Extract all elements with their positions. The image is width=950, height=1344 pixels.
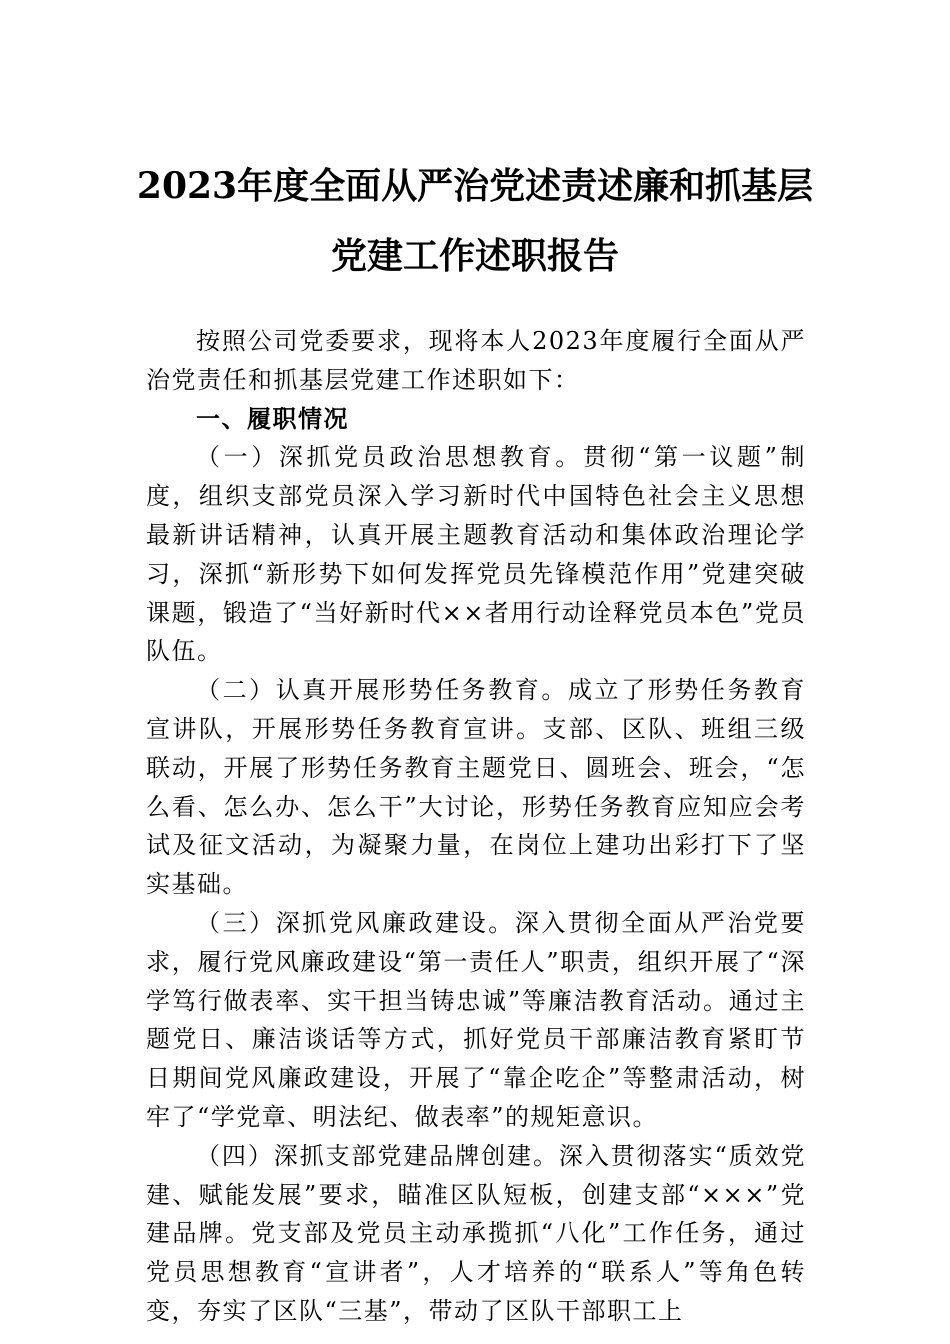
paragraph-3: （三）深抓党风廉政建设。深入贯彻全面从严治党要求，履行党风廉政建设“第一责任人”职责，组织开展了“深学笃行做表率、实干担当铸忠诚”等廉洁教育活动。通过主题党日、廉洁谈话等方式，抓好党员干部廉洁教育紧盯节日期间党风廉政建设，开展了“靠企吃企”等整肃活动，树牢了“学党章、明法纪、做表率”的规矩意识。 — [146, 908, 806, 1131]
paragraph-1: （一）深抓党员政治思想教育。贯彻“第一议题”制度，组织支部党员深入学习新时代中国特色社会主义思想最新讲话精神，认真开展主题教育活动和集体政治理论学习，深抓“新形势下如何发挥党员先锋模范作用”党建突破课题，锻造了“当好新时代××者用行动诠释党员本色”党员队伍。 — [146, 443, 806, 666]
intro-paragraph: 按照公司党委要求，现将本人2023年度履行全面从严治党责任和抓基层党建工作述职如下： — [146, 327, 806, 394]
document-title-line-2: 党建工作述职报告 — [330, 235, 619, 277]
paragraph-2: （二）认真开展形势任务教育。成立了形势任务教育宣讲队，开展形势任务教育宣讲。支部、区队、班组三级联动，开展了形势任务教育主题党日、圆班会、班会，“怎么看、怎么办、怎么干”大讨论，形势任务教育应知应会考试及征文活动，为凝聚力量，在岗位上建功出彩打下了坚实基础。 — [146, 676, 806, 899]
section-heading-1: 一、履职情况 — [196, 404, 349, 433]
paragraph-4: （四）深抓支部党建品牌创建。深入贯彻落实“质效党建、赋能发展”要求，瞄准区队短板，创建支部“×××”党建品牌。党支部及党员主动承揽抓“八化”工作任务，通过党员思想教育“宣讲者”，人才培养的“联系人”等角色转变，夯实了区队“三基”，带动了区队干部职工上 — [146, 1141, 806, 1325]
document-body — [146, 322, 806, 1331]
document-title-line-1: 2023年度全面从严治党述责述廉和抓基层 — [136, 165, 814, 207]
